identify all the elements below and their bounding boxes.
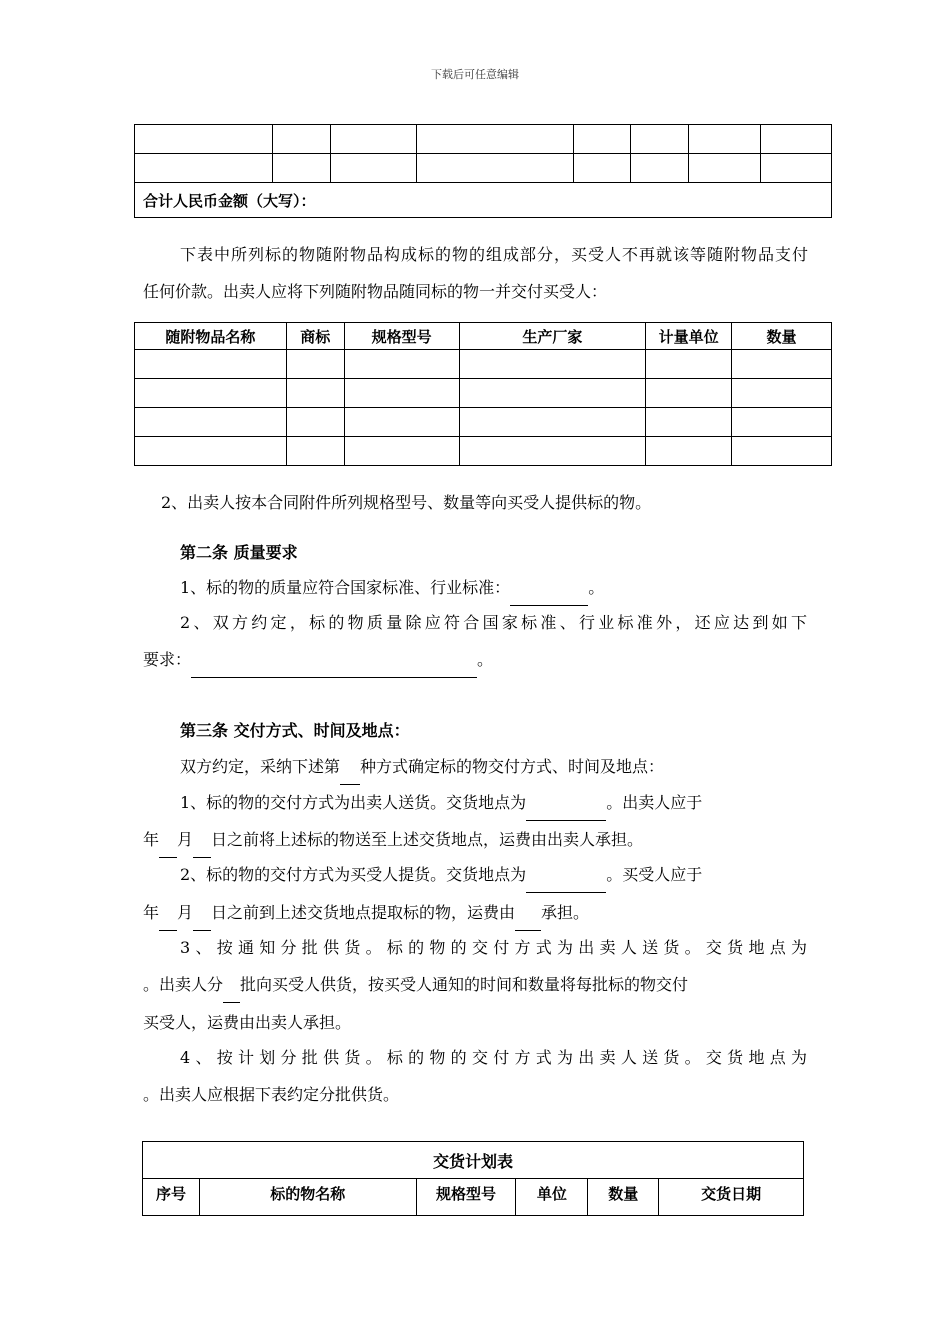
month-blank[interactable] [159, 838, 177, 858]
table-cell[interactable] [135, 154, 273, 183]
table-cell[interactable] [330, 125, 416, 154]
article3-item1-line1 [180, 785, 808, 821]
column-header: 数量 [588, 1179, 659, 1216]
article3-item2-line1 [180, 857, 808, 893]
article3-item1-text-b: 。出卖人应于 [606, 793, 703, 812]
column-header: 序号 [143, 1179, 200, 1216]
article3-item1-text-c: 日之前将上述标的物送至上述交货地点，运费由出卖人承担。 [211, 830, 644, 849]
table-cell[interactable] [646, 379, 732, 408]
table-cell[interactable] [272, 125, 330, 154]
article3-item3-text-a: 。出卖人分 [143, 975, 224, 994]
table-row [135, 125, 832, 154]
year-label: 年 [143, 903, 160, 922]
accessory-table [134, 322, 832, 466]
column-header: 计量单位 [646, 323, 732, 350]
day-blank[interactable] [193, 911, 211, 931]
table-cell[interactable] [272, 154, 330, 183]
accessory-intro-line2: 任何价款。出卖人应将下列随附物品随同标的物一并交付买受人： [143, 282, 608, 301]
table-row [135, 350, 832, 379]
article3-item2-text-d: 承担。 [541, 903, 590, 922]
table-cell[interactable] [286, 379, 344, 408]
month-blank[interactable] [159, 911, 177, 931]
article3-item4-line1: 4、按计划分批供货。标的物的交付方式为出卖人送货。交货地点为 [180, 1048, 807, 1067]
table-cell[interactable] [135, 350, 287, 379]
table-cell[interactable] [732, 350, 832, 379]
article3-item3-line3: 买受人，运费由出卖人承担。 [143, 1013, 352, 1032]
table-cell[interactable] [344, 379, 459, 408]
table-row [135, 154, 832, 183]
delivery-option-blank[interactable] [340, 765, 360, 785]
article2-item1-text: 1、标的物的质量应符合国家标准、行业标准： [180, 578, 511, 597]
table-cell[interactable] [416, 154, 574, 183]
article3-intro-b: 种方式确定标的物交付方式、时间及地点： [360, 757, 665, 776]
table-cell[interactable] [459, 350, 646, 379]
article2-item2-end: 。 [477, 650, 494, 669]
table-cell[interactable] [135, 379, 287, 408]
article2-item1-end: 。 [588, 578, 605, 597]
article3-item1-line2 [143, 822, 643, 858]
delivery-plan-table [142, 1141, 804, 1216]
table-caption-row [143, 1142, 804, 1179]
goods-table-continuation [134, 124, 832, 218]
table-cell[interactable] [459, 437, 646, 466]
table-cell[interactable] [646, 437, 732, 466]
table-cell[interactable] [689, 154, 761, 183]
table-cell[interactable] [344, 408, 459, 437]
article3-item4-line2: 。出卖人应根据下表约定分批供货。 [143, 1085, 400, 1104]
article3-item2-text-c: 日之前到上述交货地点提取标的物，运费由 [211, 903, 516, 922]
table-cell[interactable] [646, 408, 732, 437]
column-header: 标的物名称 [199, 1179, 416, 1216]
article3-item2-text-b: 。买受人应于 [606, 865, 703, 884]
article3-item2-line2 [143, 895, 589, 931]
table-cell[interactable] [732, 437, 832, 466]
table-cell[interactable] [459, 408, 646, 437]
header-note: 下载后可任意编辑 [431, 68, 519, 81]
column-header: 生产厂家 [459, 323, 646, 350]
table-row [135, 437, 832, 466]
article2-item2-line1: 2、双方约定，标的物质量除应符合国家标准、行业标准外，还应达到如下 [180, 613, 807, 632]
delivery-plan-title: 交货计划表 [143, 1142, 804, 1179]
article2-item1 [180, 570, 604, 606]
table-cell[interactable] [631, 154, 689, 183]
table-cell[interactable] [344, 350, 459, 379]
table-cell[interactable] [761, 125, 832, 154]
article3-item1-text-a: 1、标的物的交付方式为出卖人送货。交货地点为 [180, 793, 527, 812]
table-cell[interactable] [761, 154, 832, 183]
clause1-item2: 2、出卖人按本合同附件所列规格型号、数量等向买受人提供标的物。 [161, 493, 652, 512]
article3-intro [180, 749, 664, 785]
table-cell[interactable] [732, 408, 832, 437]
table-cell[interactable] [689, 125, 761, 154]
table-row [135, 408, 832, 437]
table-header-row [143, 1179, 804, 1216]
year-label: 年 [143, 830, 160, 849]
article3-title: 第三条 交付方式、时间及地点： [180, 721, 410, 740]
column-header: 单位 [516, 1179, 588, 1216]
column-header: 数量 [732, 323, 832, 350]
table-cell[interactable] [416, 125, 574, 154]
total-amount-label[interactable]: 合计人民币金额（大写）： [135, 183, 832, 218]
article3-item3-line1: 3、按通知分批供货。标的物的交付方式为出卖人送货。交货地点为 [180, 938, 807, 957]
month-label: 月 [177, 830, 194, 849]
table-cell[interactable] [286, 350, 344, 379]
day-blank[interactable] [193, 838, 211, 858]
table-cell[interactable] [732, 379, 832, 408]
accessory-intro-line1: 下表中所列标的物随附物品构成标的物的组成部分，买受人不再就该等随附物品支付 [180, 245, 808, 264]
column-header: 商标 [286, 323, 344, 350]
table-header-row [135, 323, 832, 350]
month-label: 月 [177, 903, 194, 922]
table-cell[interactable] [631, 125, 689, 154]
table-cell[interactable] [646, 350, 732, 379]
table-cell[interactable] [330, 154, 416, 183]
quality-standard-blank[interactable] [510, 586, 588, 606]
table-cell[interactable] [135, 437, 287, 466]
column-header: 交货日期 [659, 1179, 804, 1216]
table-row [135, 379, 832, 408]
article2-item2-line2 [143, 642, 493, 678]
table-row [135, 183, 832, 218]
freight-payer-blank[interactable] [515, 911, 541, 931]
article3-item3-line2 [143, 967, 807, 1003]
article2-item2-label: 要求： [143, 650, 192, 669]
seller-delivery-location-blank[interactable] [526, 801, 606, 821]
quality-requirement-blank[interactable] [191, 658, 477, 678]
table-cell[interactable] [286, 408, 344, 437]
table-cell[interactable] [286, 437, 344, 466]
column-header: 规格型号 [416, 1179, 516, 1216]
table-cell[interactable] [135, 125, 273, 154]
table-cell[interactable] [459, 379, 646, 408]
article3-intro-a: 双方约定，采纳下述第 [180, 757, 341, 776]
column-header: 规格型号 [344, 323, 459, 350]
article2-title: 第二条 质量要求 [180, 543, 298, 562]
article3-item2-text-a: 2、标的物的交付方式为买受人提货。交货地点为 [180, 865, 527, 884]
article3-item3-text-b: 批向买受人供货，按买受人通知的时间和数量将每批标的物交付 [240, 975, 689, 994]
table-cell[interactable] [344, 437, 459, 466]
batch-count-blank[interactable] [223, 983, 240, 1003]
table-cell[interactable] [574, 154, 631, 183]
buyer-pickup-location-blank[interactable] [526, 873, 606, 893]
table-cell[interactable] [135, 408, 287, 437]
column-header: 随附物品名称 [135, 323, 287, 350]
table-cell[interactable] [574, 125, 631, 154]
